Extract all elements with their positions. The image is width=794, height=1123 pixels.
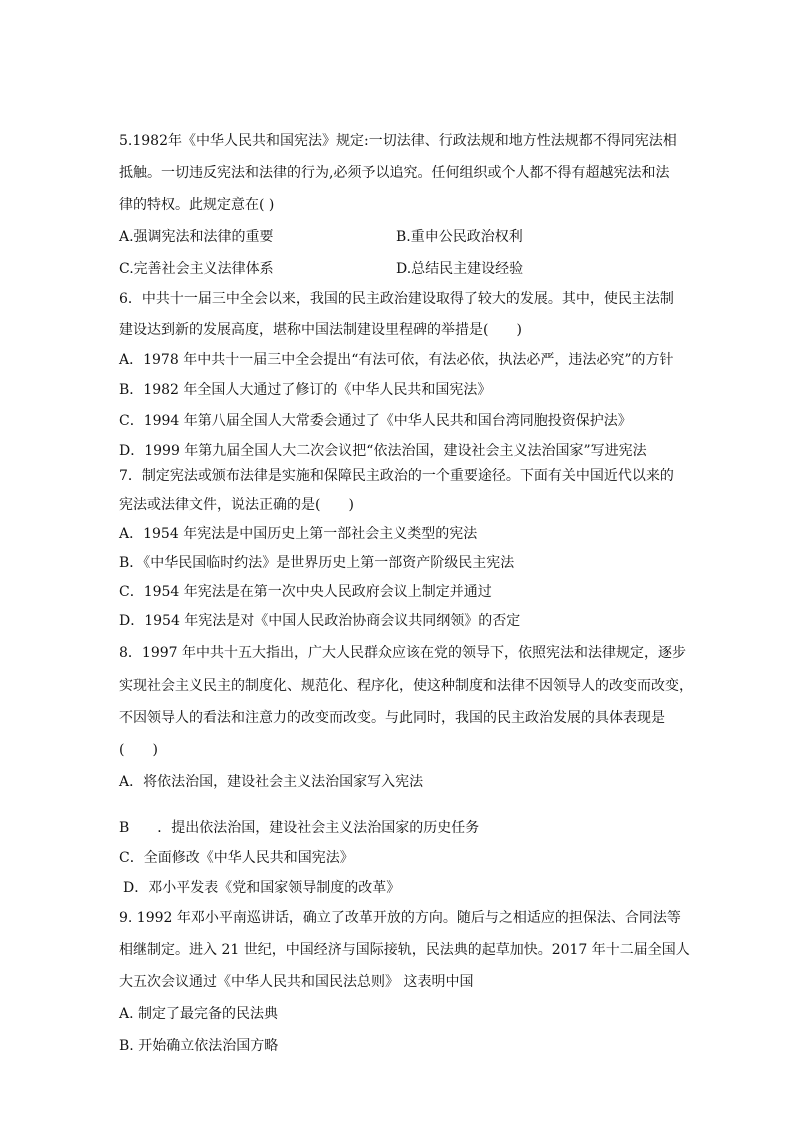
question-9-option-a: A. 制定了最完备的民法典 xyxy=(119,1006,279,1022)
question-8-option-d: D．邓小平发表《党和国家领导制度的改革》 xyxy=(123,880,401,896)
question-8-option-a: A．将依法治国，建设社会主义法治国家写入宪法 xyxy=(119,774,424,790)
question-7-option-d: D．1954 年宪法是对《中国人民政治协商会议共同纲领》的否定 xyxy=(119,613,521,629)
question-7-option-a: A．1954 年宪法是中国历史上第一部社会主义类型的宪法 xyxy=(119,526,478,542)
question-5-option-c: C.完善社会主义法律体系 xyxy=(119,261,274,277)
question-9-line-1: 9. 1992 年邓小平南巡讲话，确立了改革开放的方向。随后与之相适应的担保法、合同法等 xyxy=(119,910,681,926)
question-8-line-3: 不因领导人的看法和注意力的改变而改变。与此同时，我国的民主政治发展的具体表现是 xyxy=(119,710,665,726)
question-7-option-c: C．1954 年宪法是在第一次中央人民政府会议上制定并通过 xyxy=(119,584,492,600)
question-8-line-2: 实现社会主义民主的制度化、规范化、程序化，使这种制度和法律不因领导人的改变而改变， xyxy=(119,678,693,694)
question-7-option-b: B．《中华民国临时约法》是世界历史上第一部资产阶级民主宪法 xyxy=(119,555,515,571)
question-5-option-a: A.强调宪法和法律的重要 xyxy=(119,229,274,245)
question-5-line-3: 律的特权。此规定意在( ) xyxy=(119,197,275,213)
question-6-line-1: 6．中共十一届三中全会以来，我国的民主政治建设取得了较大的发展。其中，使民主法制 xyxy=(119,291,674,307)
question-5-line-1: 5.1982年《中华人民共和国宪法》规定:一切法律、行政法规和地方性法规都不得同宪法相 xyxy=(119,133,677,149)
question-5-option-d: D.总结民主建设经验 xyxy=(396,261,524,277)
question-6-option-a: A．1978 年中共十一届三中全会提出“有法可依，有法必依，执法必严，违法必究”的方针 xyxy=(119,352,674,368)
question-6-option-c: C．1994 年第八届全国人大常委会通过了《中华人民共和国台湾同胞投资保护法》 xyxy=(119,413,632,429)
question-9-line-2: 相继制定。进入 21 世纪，中国经济与国际接轨，民法典的起草加快。2017 年十二届全国人 xyxy=(119,942,690,958)
question-8-option-b: B ．提出依法治国，建设社会主义法治国家的历史任务 xyxy=(119,820,480,836)
question-7-line-2: 宪法或法律文件，说法正确的是( ) xyxy=(119,497,354,513)
question-7-line-1: 7．制定宪法或颁布法律是实施和保障民主政治的一个重要途径。下面有关中国近代以来的 xyxy=(119,468,674,484)
question-8-line-4: ( ) xyxy=(119,742,158,758)
question-6-option-b: B．1982 年全国人大通过了修订的《中华人民共和国宪法》 xyxy=(119,382,492,398)
question-5-line-2: 抵触。一切违反宪法和法律的行为,必须予以追究。任何组织或个人都不得有超越宪法和法 xyxy=(119,165,670,181)
question-8-line-1: 8．1997 年中共十五大指出，广大人民群众应该在党的领导下，依照宪法和法律规定，逐步 xyxy=(119,645,686,661)
question-8-option-c: C．全面修改《中华人民共和国宪法》 xyxy=(119,850,354,866)
question-5-option-b: B.重申公民政治权利 xyxy=(396,229,523,245)
question-6-line-2: 建设达到新的发展高度，堪称中国法制建设里程碑的举措是( ) xyxy=(119,322,522,338)
question-9-line-3: 大五次会议通过《中华人民共和国民法总则》 这表明中国 xyxy=(119,974,474,990)
question-6-option-d: D．1999 年第九届全国人大二次会议把“依法治国，建设社会主义法治国家”写进宪法 xyxy=(119,443,647,459)
question-9-option-b: B. 开始确立依法治国方略 xyxy=(119,1038,279,1054)
